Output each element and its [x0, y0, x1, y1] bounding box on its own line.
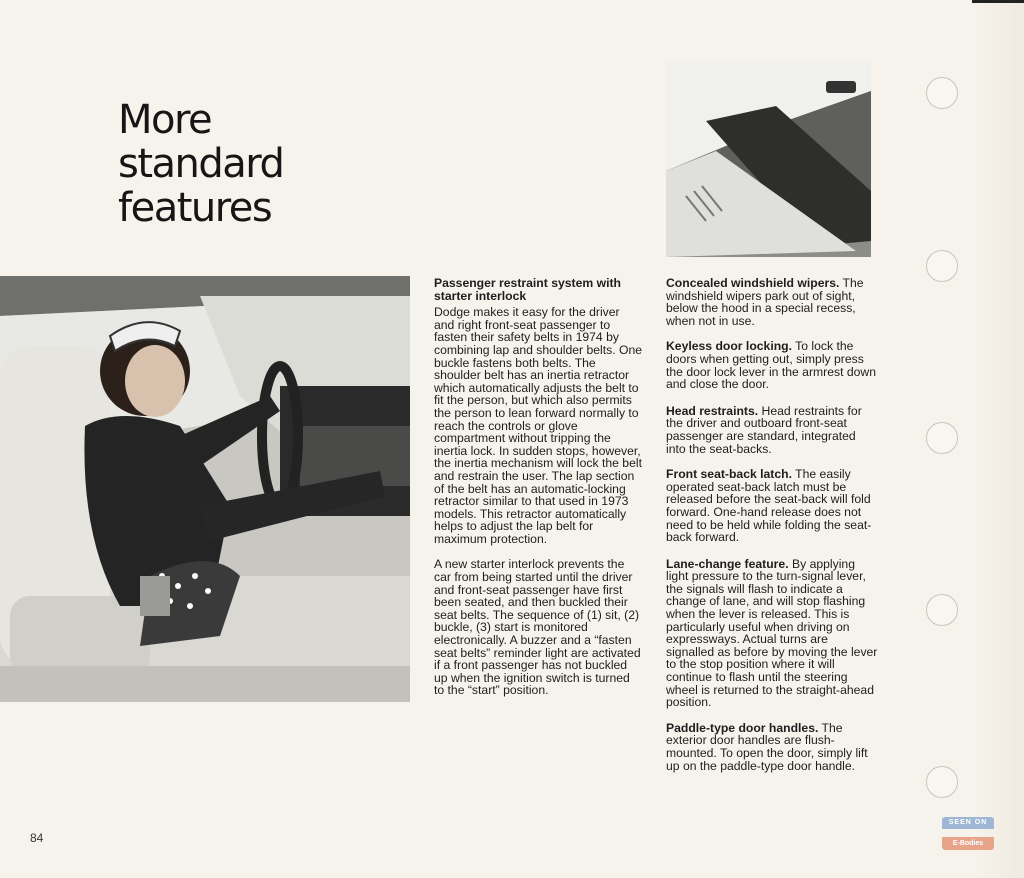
feature-heading: Lane-change feature. — [666, 556, 789, 571]
feature-item — [666, 277, 878, 327]
binder-hole — [926, 766, 958, 798]
title-line: features — [118, 185, 272, 231]
feature-text: By applying light pressure to the turn-signal lever, the signals will flash to indicate a change of lane, and will stop flashing when the lever is released. This is particularly useful when driving on expressways. Actual turns are signalled as before by moving the lever to the stop position where it will continue to flash until the steering wheel is returned to the straight-ahead position. — [666, 556, 878, 710]
article-paragraph: A new starter interlock prevents the car from being started until the driver and front-seat passenger have first been seated, and then buckled their seat belts. The sequence of (1) sit, (2) buckle, (3) start is monitored electronically. A buzzer and a “fasten seat belts” reminder light are activated if a front passenger has not buckled up when the ignition switch is turned to the “start” position. — [434, 557, 641, 698]
site-watermark — [942, 817, 994, 851]
title-line: More — [118, 97, 212, 143]
seatbelt-article — [434, 277, 642, 710]
feature-item — [666, 468, 878, 544]
article-paragraph: Dodge makes it easy for the driver and right front-seat passenger to fasten their safety belts in 1974 by combining lap and shoulder belts. One buckle fastens both belts. The shoulder belt has an inertia retractor which automatically adjusts the belt to fit the person, but which also permits the person to lean forward normally to reach the controls or glove compartment without tripping the inertia lock. In sudden stops, however, the inertia mechanism will lock the belt and restrain the user. The lap section of the belt has an automatic-locking retractor similar to that used in 1973 models. This retractor automatically helps to adjust the lap belt for maximum protection. — [434, 305, 642, 546]
feature-text: The easily operated seat-back latch must be released before the seat-back will fold forward. One-hand release does not need to be held while folding the seat-back forward. — [666, 467, 872, 545]
feature-item — [666, 340, 878, 390]
title-line: standard — [118, 141, 284, 187]
watermark-line: E-Bodies — [942, 837, 994, 850]
feature-text: The exterior door handles are flush-mounted. To open the door, simply lift up on the paddle-type door handle. — [666, 720, 868, 773]
feature-heading: Head restraints. — [666, 403, 759, 418]
feature-item — [666, 405, 878, 455]
windshield-wiper-photo — [666, 61, 871, 257]
feature-text: Head restraints for the driver and outboard front-seat passenger are standard, integrated into the seat-backs. — [666, 403, 862, 456]
features-list — [666, 277, 878, 785]
feature-heading: Front seat-back latch. — [666, 467, 792, 482]
binder-hole — [926, 250, 958, 282]
feature-text: The windshield wipers park out of sight, below the hood in a special recess, when not in use. — [666, 276, 864, 328]
feature-heading: Concealed windshield wipers. — [666, 276, 840, 290]
article-heading: Passenger restraint system with starter interlock — [434, 276, 621, 303]
watermark-line: SEEN ON — [942, 817, 994, 829]
binder-hole — [926, 422, 958, 454]
feature-heading: Keyless door locking. — [666, 339, 792, 354]
feature-heading: Paddle-type door handles. — [666, 720, 819, 735]
page-title — [118, 98, 378, 230]
page-top-edge — [972, 0, 1024, 3]
binder-hole — [926, 594, 958, 626]
feature-item — [666, 722, 878, 772]
feature-text: To lock the doors when getting out, simply press the door lock lever in the armrest down and close the door. — [666, 339, 876, 392]
binder-hole — [926, 77, 958, 109]
feature-item — [666, 558, 878, 709]
passenger-seatbelt-photo — [0, 276, 410, 702]
page-edge-shadow — [972, 0, 1024, 878]
page-number: 84 — [30, 831, 44, 845]
